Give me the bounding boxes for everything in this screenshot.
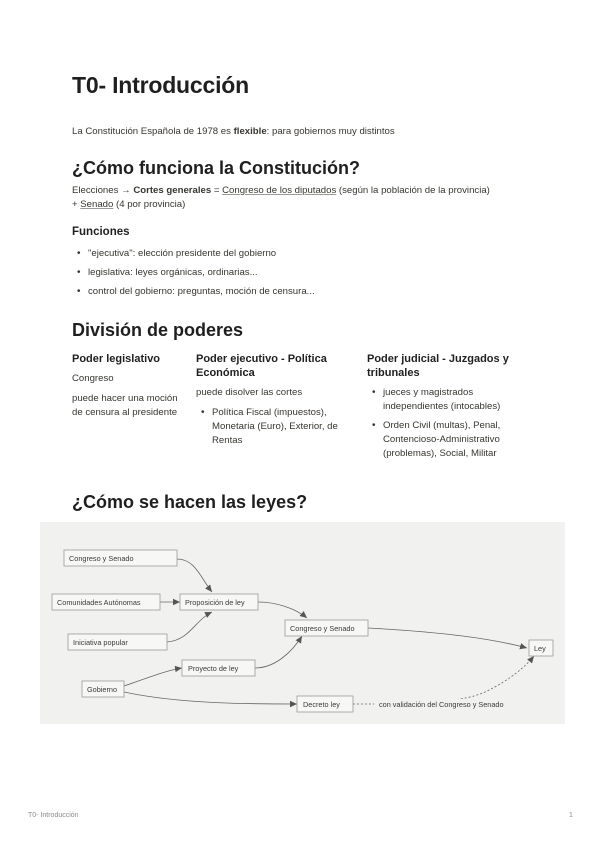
column-ejecutivo bbox=[196, 352, 354, 453]
column-legislativo bbox=[72, 352, 184, 426]
intro-suffix: : para gobiernos muy distintos bbox=[266, 126, 395, 137]
intro-paragraph bbox=[72, 126, 395, 137]
list-item: • control del gobierno: preguntas, moción de censura... bbox=[72, 285, 532, 299]
elecciones-paragraph bbox=[72, 184, 542, 212]
text-elecciones: Elecciones bbox=[72, 185, 122, 196]
ejecutivo-heading: Poder ejecutivo - Política Económica bbox=[196, 353, 327, 379]
edge-proyecto-congreso2 bbox=[255, 636, 302, 668]
link-senado[interactable]: Senado bbox=[80, 199, 114, 210]
edge-iniciativa-proposicion bbox=[167, 612, 212, 642]
edge-gobierno-proyecto bbox=[124, 668, 182, 686]
node-gobierno bbox=[82, 681, 124, 697]
node-label: Iniciativa popular bbox=[73, 638, 128, 647]
node-label: Proyecto de ley bbox=[188, 664, 239, 673]
funciones-list bbox=[72, 247, 532, 304]
section-heading-division: División de poderes bbox=[72, 320, 244, 340]
edge-proposicion-congreso2 bbox=[258, 602, 307, 618]
elecciones-line-1 bbox=[72, 184, 542, 198]
edge-decreto-ley bbox=[353, 656, 534, 704]
node-label: Decreto ley bbox=[303, 700, 340, 709]
diagram-svg bbox=[40, 522, 565, 724]
list-item: • Orden Civil (multas), Penal, Contencioso-Administrativo (problemas), Social, Militar bbox=[367, 419, 527, 461]
node-label: Congreso y Senado bbox=[69, 554, 134, 563]
link-congreso[interactable]: Congreso de los diputados bbox=[222, 185, 337, 196]
footer-page-number: 1 bbox=[569, 812, 573, 819]
list-item: • Política Fiscal (impuestos), Monetaria (Euro), Exterior, de Rentas bbox=[196, 406, 354, 448]
node-label: Gobierno bbox=[87, 685, 118, 694]
node-label: Congreso y Senado bbox=[290, 624, 355, 633]
node-iniciativa bbox=[68, 634, 167, 650]
edge-label: con validación del Congreso y Senado bbox=[379, 700, 504, 709]
ejecutivo-text-1: puede disolver las cortes bbox=[196, 387, 303, 398]
list-item: • legislativa: leyes orgánicas, ordinarias... bbox=[72, 266, 532, 280]
plus-sign: + bbox=[72, 199, 81, 210]
page-title: T0- Introducción bbox=[72, 72, 249, 98]
equals-sign: = bbox=[211, 185, 223, 196]
judicial-list bbox=[367, 386, 527, 461]
section-heading-constitucion: ¿Cómo funciona la Constitución? bbox=[72, 158, 360, 178]
list-item: • jueces y magistrados independientes (intocables) bbox=[367, 386, 527, 414]
intro-bold: flexible bbox=[233, 126, 267, 137]
judicial-heading: Poder judicial - Juzgados y tribunales bbox=[367, 353, 509, 379]
section-heading-leyes: ¿Cómo se hacen las leyes? bbox=[72, 492, 308, 512]
node-label: Proposición de ley bbox=[185, 598, 245, 607]
footer-title: T0- Introducción bbox=[28, 812, 79, 819]
node-ley bbox=[529, 640, 553, 656]
node-congreso-senado-1 bbox=[64, 550, 177, 566]
node-proposicion bbox=[180, 594, 258, 610]
node-congreso-senado-2 bbox=[285, 620, 368, 636]
arrow-icon: → bbox=[121, 185, 131, 196]
text-por-provincia: (4 por provincia) bbox=[113, 199, 186, 210]
legislativo-text-2: puede hacer una moción de censura al presidente bbox=[72, 393, 178, 418]
edge-congreso-proposicion bbox=[177, 559, 212, 592]
column-judicial bbox=[367, 352, 527, 466]
node-comunidades bbox=[52, 594, 160, 610]
node-decreto bbox=[297, 696, 353, 712]
legislativo-text-1: Congreso bbox=[72, 373, 114, 384]
edge-congreso2-ley bbox=[368, 628, 527, 648]
law-process-diagram bbox=[40, 522, 565, 724]
node-label: Comunidades Autónomas bbox=[57, 598, 141, 607]
legislativo-heading: Poder legislativo bbox=[72, 353, 161, 365]
node-label: Ley bbox=[534, 644, 546, 653]
edge-gobierno-decreto bbox=[124, 692, 297, 704]
node-proyecto bbox=[182, 660, 255, 676]
ejecutivo-list bbox=[196, 406, 354, 448]
list-item: • "ejecutiva": elección presidente del gobierno bbox=[72, 247, 532, 261]
text-cortes-generales: Cortes generales bbox=[133, 185, 212, 196]
intro-prefix: La Constitución Española de 1978 es bbox=[72, 126, 234, 137]
elecciones-line-2 bbox=[72, 198, 542, 212]
text-poblacion: (según la población de la provincia) bbox=[336, 185, 490, 196]
funciones-heading: Funciones bbox=[72, 226, 130, 238]
